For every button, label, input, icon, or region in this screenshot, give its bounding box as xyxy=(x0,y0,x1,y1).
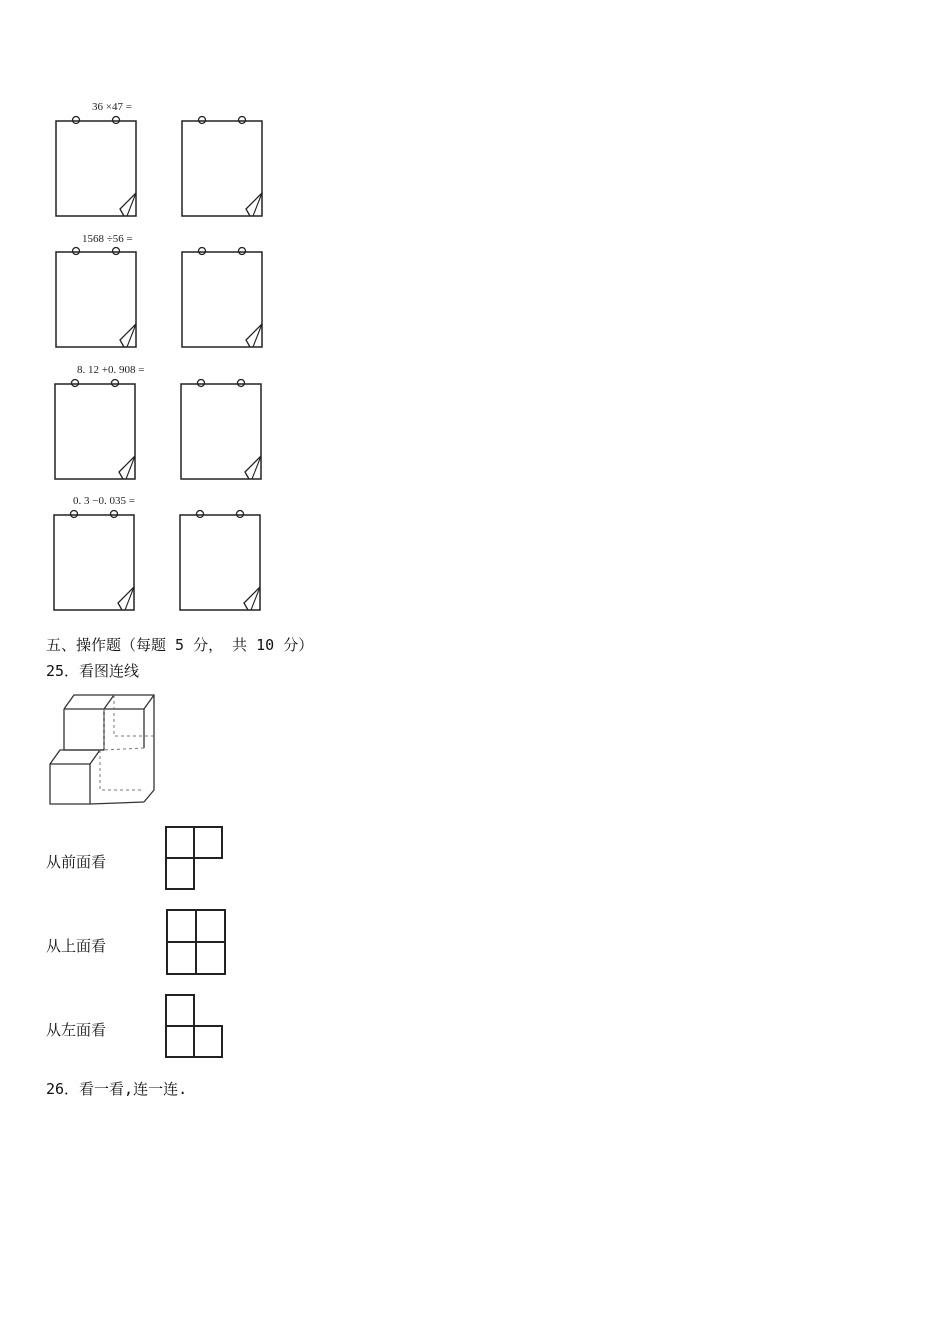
left-view-figure xyxy=(162,992,226,1060)
calc-expression: 8. 12 +0. 908 = xyxy=(77,364,145,376)
question-26-title: 26．看一看,连一连. xyxy=(46,1080,188,1098)
calc-expression: 1568 ÷56 = xyxy=(82,233,133,245)
view-label-top: 从上面看 xyxy=(46,937,107,955)
notepad-icon xyxy=(178,507,264,613)
view-label-front: 从前面看 xyxy=(46,853,107,871)
top-view-figure xyxy=(163,907,229,977)
notepad-icon xyxy=(52,507,138,613)
notepad-icon xyxy=(180,113,266,219)
section-heading: 五、操作题（每题 5 分， 共 10 分） xyxy=(46,636,314,654)
notepad-icon xyxy=(180,244,266,350)
calc-expression: 0. 3 −0. 035 = xyxy=(73,495,135,507)
question-25-title: 25．看图连线 xyxy=(46,662,140,680)
notepad-icon xyxy=(54,244,140,350)
cube-stack-figure xyxy=(44,690,160,810)
view-label-left: 从左面看 xyxy=(46,1021,107,1039)
front-view-figure xyxy=(162,824,226,892)
notepad-icon xyxy=(54,113,140,219)
notepad-icon xyxy=(179,376,265,482)
notepad-icon xyxy=(53,376,139,482)
calc-expression: 36 ×47 = xyxy=(92,101,132,113)
